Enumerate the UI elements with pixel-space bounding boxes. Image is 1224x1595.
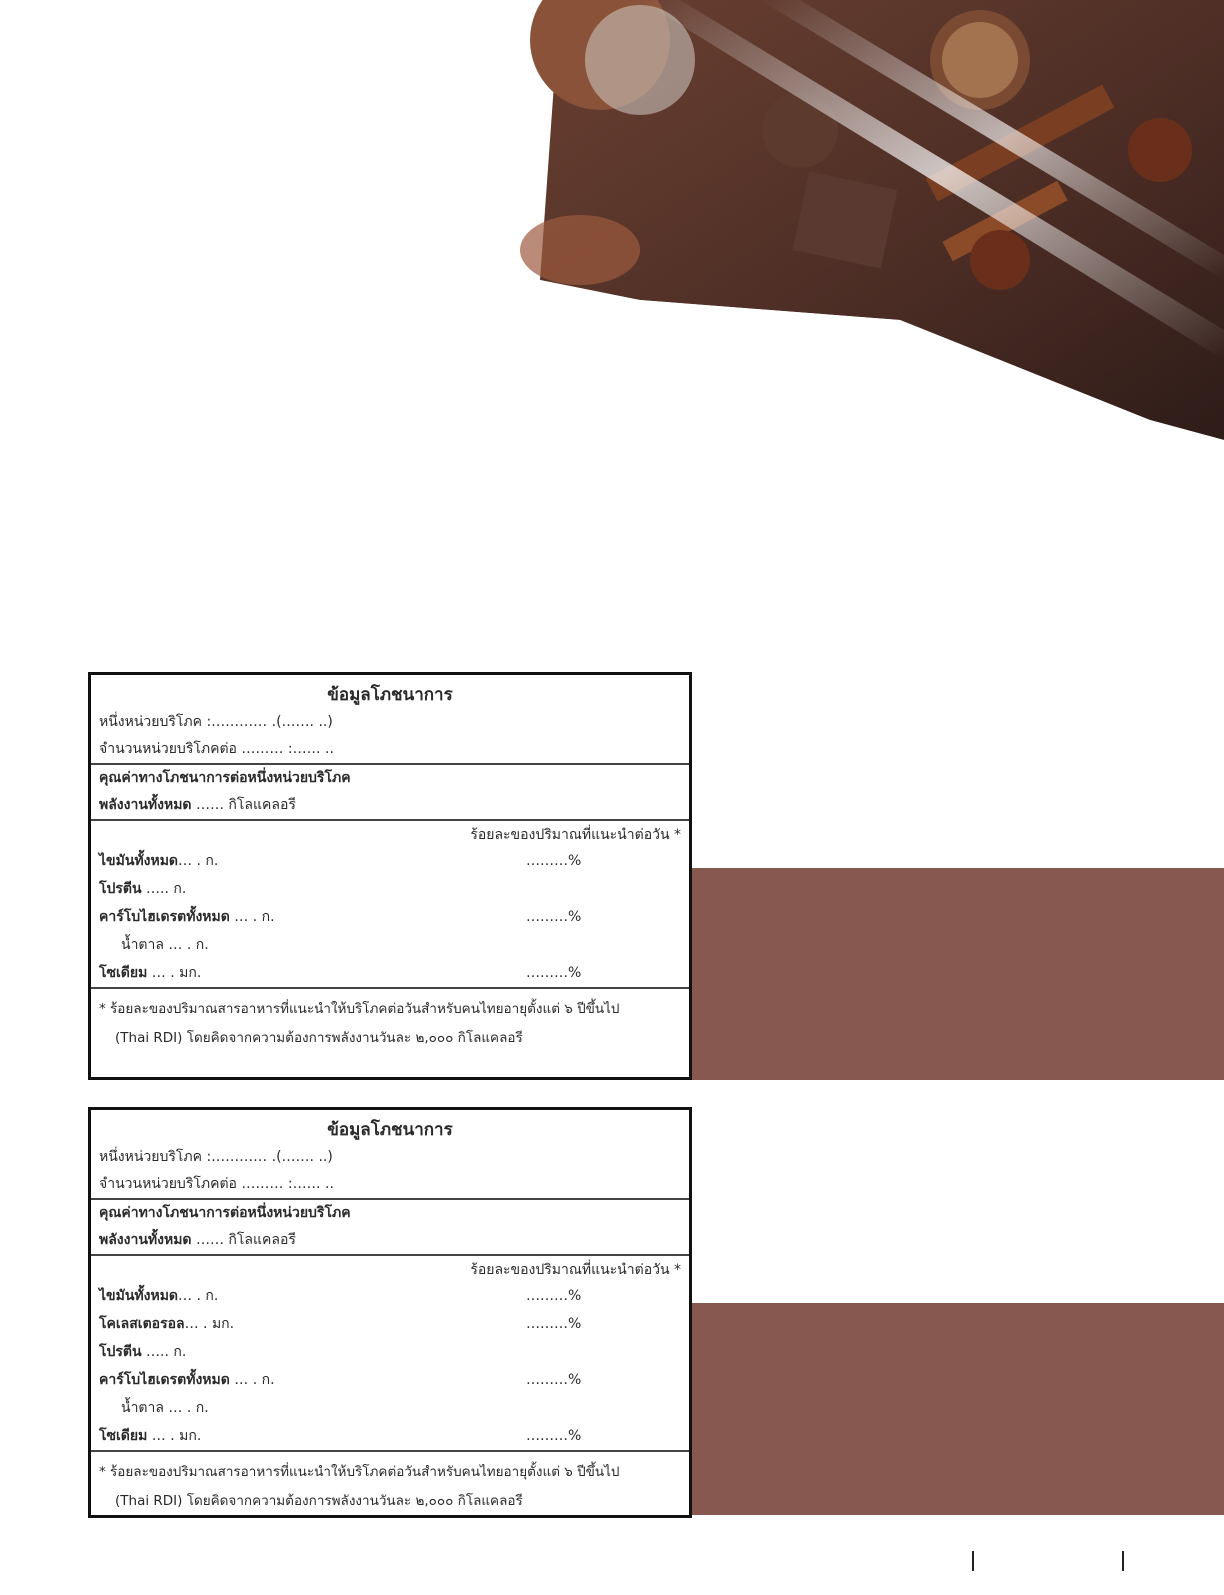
- footnote: [91, 1450, 689, 1516]
- nutrient-amount: … . ก.: [229, 1372, 275, 1388]
- page-divider-mark: [1122, 1551, 1124, 1571]
- nutrient-name: น้ำตาล: [121, 1400, 164, 1416]
- nutrient-amount: … . ก.: [163, 1400, 209, 1416]
- energy-line: [91, 1227, 689, 1254]
- energy-value: …… กิโลแคลอรี: [195, 797, 296, 813]
- nutrient-percent: ………%: [526, 909, 582, 925]
- nutrient-amount: … . ก.: [229, 909, 275, 925]
- label-title: ข้อมูลโภชนาการ: [327, 685, 453, 705]
- serving-size: หนึ่งหน่วยบริโภค :………… .(……. ..): [99, 714, 333, 730]
- per-serving-heading: คุณค่าทางโภชนาการต่อหนึ่งหน่วยบริโภค: [99, 1205, 351, 1221]
- nutrient-row: [91, 875, 689, 903]
- nutrition-label: [88, 672, 692, 1080]
- nutrient-amount: … . ก.: [163, 937, 209, 953]
- nutrient-row: [91, 1422, 689, 1450]
- nutrient-name: คาร์โบไฮเดรตทั้งหมด: [99, 909, 230, 925]
- footnote-line-1: * ร้อยละของปริมาณสารอาหารที่แนะนำให้บริโภคต่อวันสำหรับคนไทยอายุตั้งแต่ ๖ ปีขึ้นไป: [99, 1001, 620, 1017]
- page-divider-mark: [972, 1551, 974, 1571]
- nutrient-row: [91, 847, 689, 875]
- nutrient-percent: ………%: [526, 1288, 582, 1304]
- nutrient-percent: ………%: [526, 1316, 582, 1332]
- nutrient-amount: … . มก.: [147, 1428, 202, 1444]
- nutrient-percent: ………%: [526, 853, 582, 869]
- nutrient-row: [91, 1310, 689, 1338]
- footnote-line-2: (Thai RDI) โดยคิดจากความต้องการพลังงานวันละ ๒,๐๐๐ กิโลแคลอรี: [115, 1493, 523, 1509]
- nutrient-name: คาร์โบไฮเดรตทั้งหมด: [99, 1372, 230, 1388]
- chocolate-photo: [0, 0, 1224, 520]
- servings-per-container: จำนวนหน่วยบริโภคต่อ ……… :…… ..: [99, 1176, 334, 1192]
- nutrient-percent: ………%: [526, 1428, 582, 1444]
- per-serving-heading: คุณค่าทางโภชนาการต่อหนึ่งหน่วยบริโภค: [99, 770, 351, 786]
- nutrition-label: [88, 1107, 692, 1518]
- nutrient-percent: ………%: [526, 965, 582, 981]
- nutrient-amount: … . มก.: [147, 965, 202, 981]
- nutrient-amount: ….. ก.: [141, 881, 187, 897]
- brown-band: [690, 1303, 1224, 1515]
- rdi-heading: ร้อยละของปริมาณที่แนะนำต่อวัน *: [470, 1262, 681, 1278]
- servings-per-container: จำนวนหน่วยบริโภคต่อ ……… :…… ..: [99, 741, 334, 757]
- nutrient-name: โซเดียม: [99, 965, 148, 981]
- energy-value: …… กิโลแคลอรี: [195, 1232, 296, 1248]
- nutrient-name: น้ำตาล: [121, 937, 164, 953]
- nutrient-row: [91, 1366, 689, 1394]
- nutrient-row: [91, 903, 689, 931]
- nutrient-row: [91, 1394, 689, 1422]
- nutrient-name: โคเลสเตอรอล: [99, 1316, 185, 1332]
- footnote-line-2: (Thai RDI) โดยคิดจากความต้องการพลังงานวันละ ๒,๐๐๐ กิโลแคลอรี: [115, 1030, 523, 1046]
- nutrient-row: [91, 931, 689, 959]
- energy-label: พลังงานทั้งหมด: [99, 1232, 192, 1248]
- nutrient-amount: … . มก.: [184, 1316, 235, 1332]
- energy-line: [91, 792, 689, 819]
- nutrient-amount: … . ก.: [178, 853, 219, 869]
- label-title: ข้อมูลโภชนาการ: [327, 1120, 453, 1140]
- nutrient-name: โปรตีน: [99, 1344, 142, 1360]
- nutrient-row: [91, 959, 689, 987]
- footnote-line-1: * ร้อยละของปริมาณสารอาหารที่แนะนำให้บริโภคต่อวันสำหรับคนไทยอายุตั้งแต่ ๖ ปีขึ้นไป: [99, 1464, 620, 1480]
- nutrient-name: ไขมันทั้งหมด: [99, 853, 179, 869]
- nutrient-amount: ….. ก.: [141, 1344, 187, 1360]
- serving-size: หนึ่งหน่วยบริโภค :………… .(……. ..): [99, 1149, 333, 1165]
- energy-label: พลังงานทั้งหมด: [99, 797, 192, 813]
- nutrient-row: [91, 1282, 689, 1310]
- nutrient-name: โปรตีน: [99, 881, 142, 897]
- nutrient-amount: … . ก.: [178, 1288, 219, 1304]
- rdi-heading: ร้อยละของปริมาณที่แนะนำต่อวัน *: [470, 827, 681, 843]
- nutrient-name: ไขมันทั้งหมด: [99, 1288, 179, 1304]
- nutrient-row: [91, 1338, 689, 1366]
- nutrient-percent: ………%: [526, 1372, 582, 1388]
- footnote: [91, 987, 689, 1053]
- brown-band: [690, 868, 1224, 1080]
- nutrient-name: โซเดียม: [99, 1428, 148, 1444]
